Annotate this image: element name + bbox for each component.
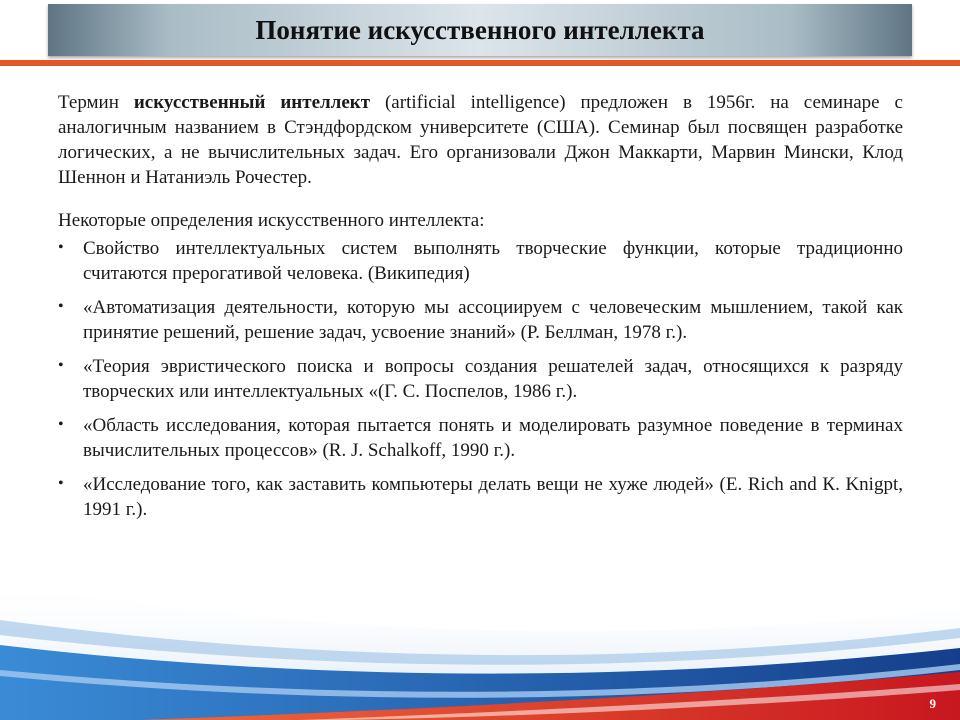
- definitions-heading: Некоторые определения искусственного интеллекта:: [58, 210, 485, 231]
- slide-title: Понятие искусственного интеллекта: [255, 15, 705, 45]
- bullet-icon: •: [58, 298, 64, 315]
- bullet-icon: •: [58, 357, 64, 374]
- slide-content: [58, 90, 903, 531]
- page-number: 9: [929, 696, 936, 711]
- intro-text-rest: (artificial intelligence) предложен в 1956г. на семинаре с аналогичным названием в Стэндфордском университете (США). Семинар был посвящен разработке логических, а не вычислительных задач. Его организовали Джон Маккарти, Марвин Мински, Клод Шеннон и Натаниэль Рочестер.: [58, 92, 903, 188]
- definition-text: Свойство интеллектуальных систем выполнять творческие функции, которые традиционно считаются прерогативой человека. (Википедия): [83, 238, 903, 284]
- definitions-list: [58, 236, 903, 522]
- intro-text-start: Термин: [58, 92, 134, 113]
- list-item: [58, 413, 903, 463]
- list-item: [58, 472, 903, 522]
- definition-text: «Теория эвристического поиска и вопросы создания решателей задач, относящихся к разряду творческих или интеллектуальных «(Г. С. Поспелов, 1986 г.).: [83, 356, 903, 402]
- title-bar: [48, 4, 912, 56]
- definition-text: «Исследование того, как заставить компьютеры делать вещи не хуже людей» (Е. Rich and К. Knigpt, 1991 г.).: [83, 474, 903, 520]
- bullet-icon: •: [58, 475, 64, 492]
- list-item: [58, 236, 903, 286]
- list-item: [58, 295, 903, 345]
- bullet-icon: •: [58, 416, 64, 433]
- definition-text: «Автоматизация деятельности, которую мы ассоциируем с человеческим мышлением, такой как принятие решений, решение задач, усвоение знаний» (Р. Беллман, 1978 г.).: [83, 297, 903, 343]
- accent-line: [0, 60, 960, 66]
- list-item: [58, 354, 903, 404]
- decorative-waves: [0, 560, 960, 720]
- definition-text: «Область исследования, которая пытается понять и моделировать разумное поведение в терминах вычислительных процессов» (R. J. Schalkoff, 1990 г.).: [83, 415, 903, 461]
- intro-paragraph: [58, 90, 903, 190]
- bullet-icon: •: [58, 239, 64, 256]
- intro-term: искусственный интеллект: [133, 92, 371, 113]
